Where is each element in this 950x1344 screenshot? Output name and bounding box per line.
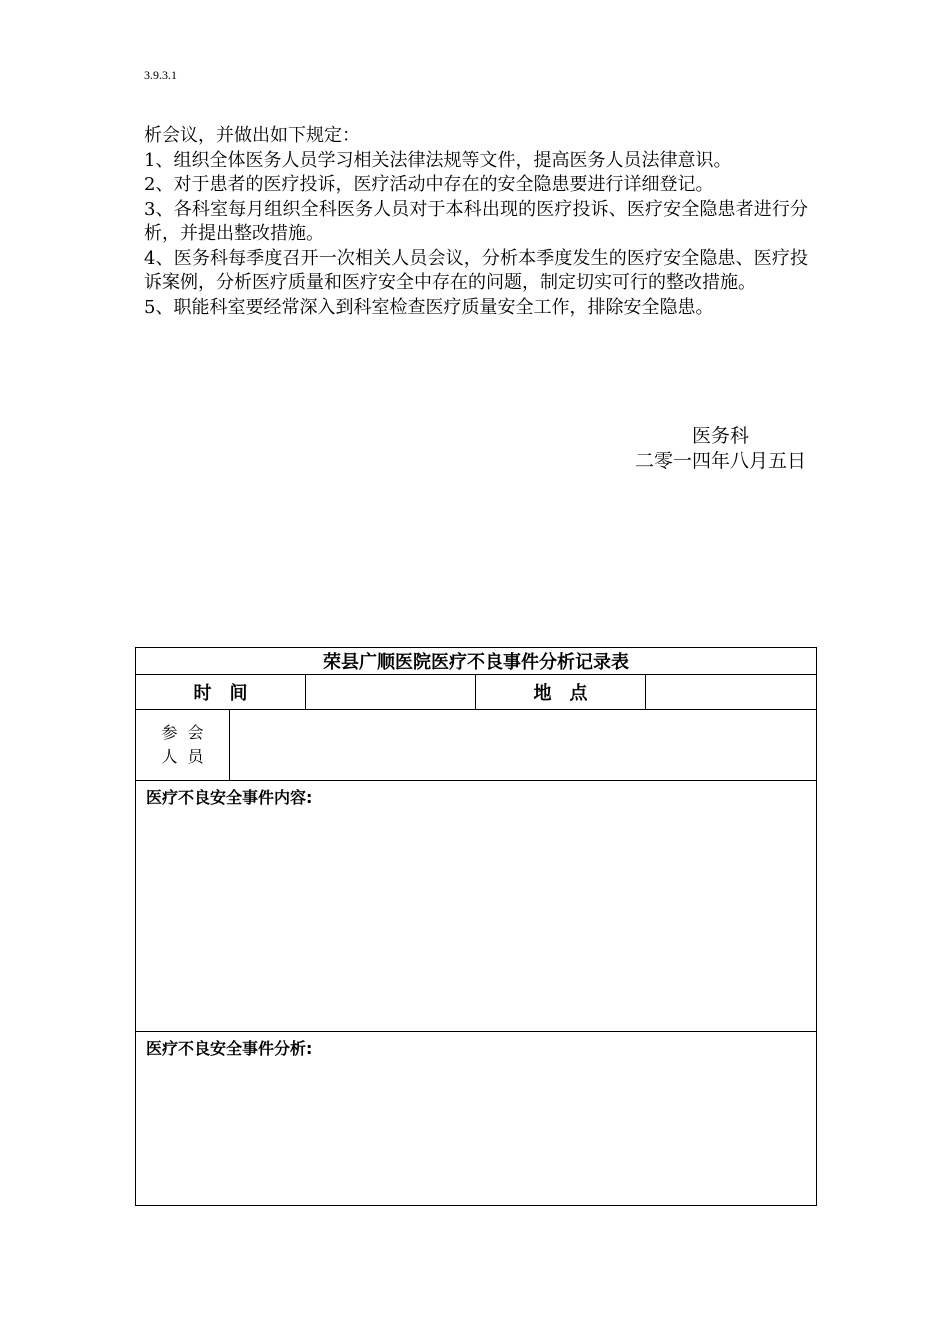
event-content-label: 医疗不良安全事件内容: [146,788,313,807]
place-field[interactable] [646,675,817,710]
paragraph-rule-3: 3、各科室每月组织全科医务人员对于本科出现的医疗投诉、医疗安全隐患者进行分析，并提出整改措施。 [144,198,808,244]
time-field[interactable] [306,675,476,710]
paragraph-rule-1: 1、组织全体医务人员学习相关法律法规等文件，提高医务人员法律意识。 [144,149,732,171]
paragraph-rule-4: 4、医务科每季度召开一次相关人员会议，分析本季度发生的医疗安全隐患、医疗投诉案例，分析医疗质量和医疗安全中存在的问题，制定切实可行的整改措施。 [144,247,808,293]
paragraph-intro: 析会议，并做出如下规定： [144,125,360,146]
paragraph-rule-2: 2、对于患者的医疗投诉，医疗活动中存在的安全隐患要进行详细登记。 [144,174,714,195]
section-number: 3.9.3.1 [144,68,177,82]
regulation-text [144,124,808,320]
attendees-label-line1: 参会 [161,723,214,742]
time-label: 时间 [136,675,306,710]
paragraph-rule-5: 5、职能科室要经常深入到科室检查医疗质量安全工作，排除安全隐患。 [144,296,714,318]
event-analysis-label: 医疗不良安全事件分析: [146,1039,313,1058]
event-analysis-field[interactable] [136,1032,817,1206]
adverse-event-record-form [135,647,817,1206]
event-content-field[interactable] [136,781,817,1032]
attendees-field[interactable] [230,710,817,781]
attendees-label-line2: 人员 [161,747,214,766]
form-title: 荣县广顺医院医疗不良事件分析记录表 [136,648,817,675]
attendees-label [136,710,230,781]
signature-date: 二零一四年八月五日 [634,450,806,472]
place-label: 地点 [476,675,646,710]
signature-department: 医务科 [692,425,750,447]
